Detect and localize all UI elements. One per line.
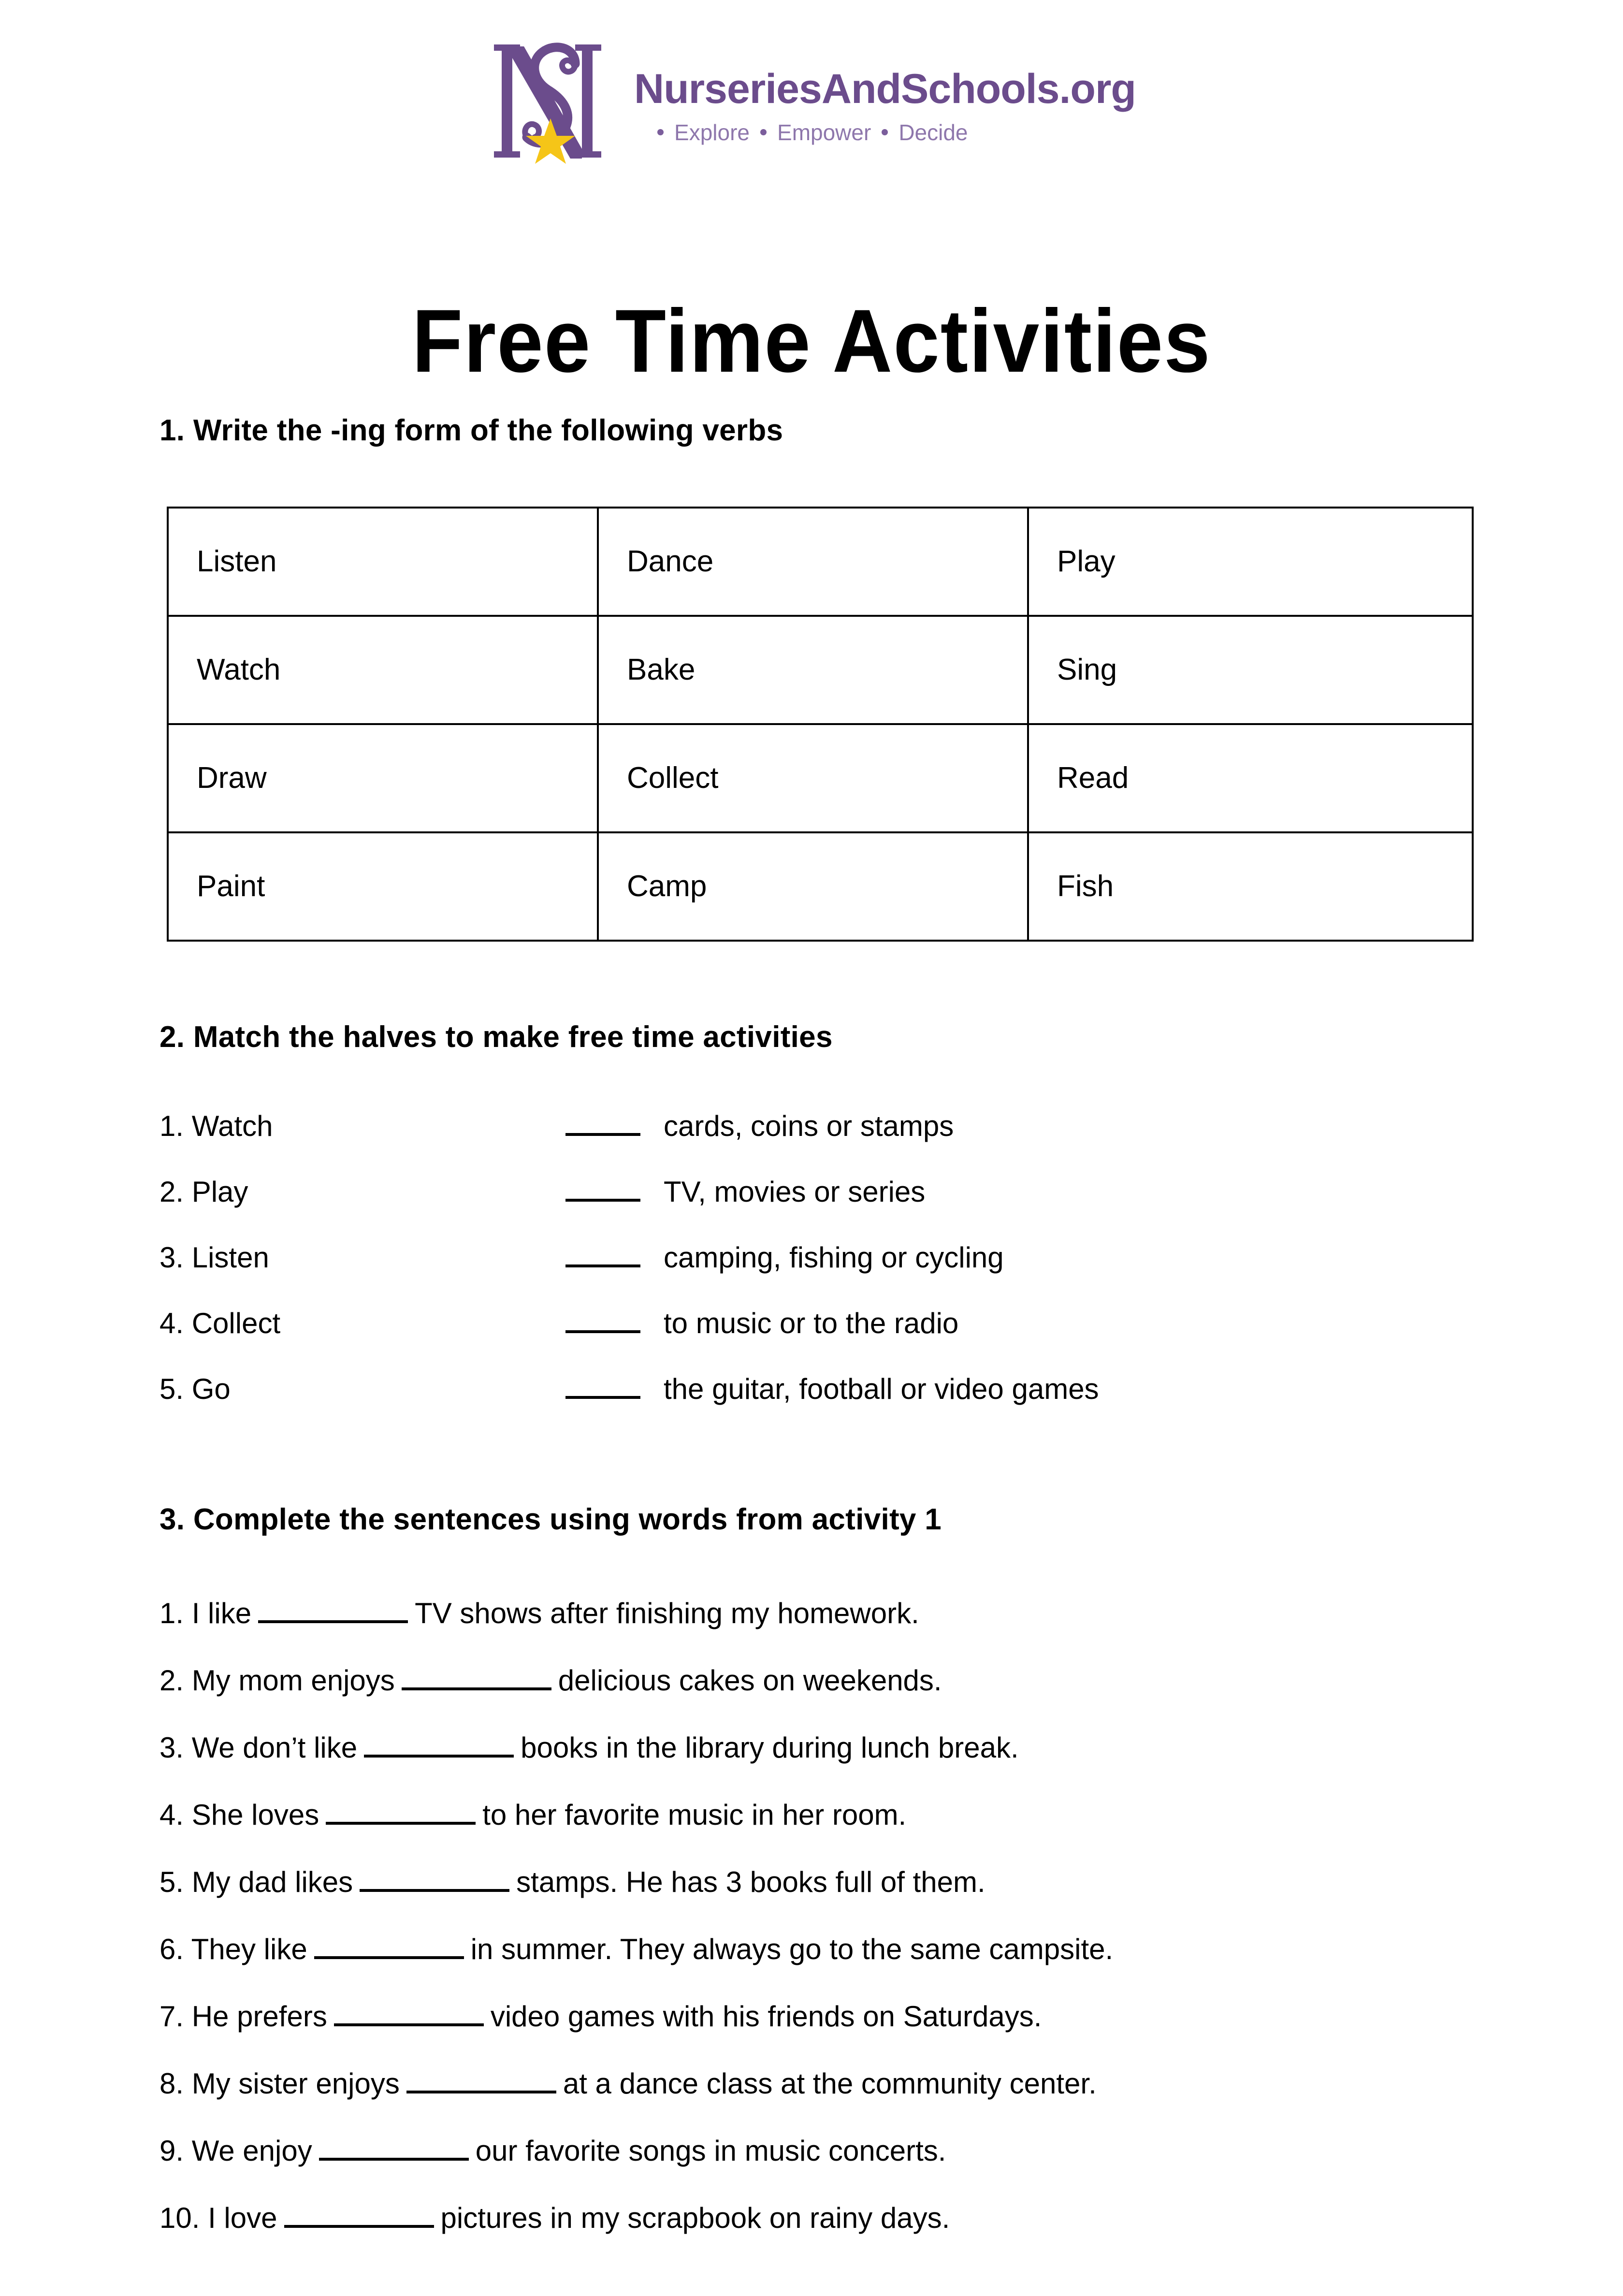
verb-cell[interactable]: Fish (1028, 832, 1473, 941)
list-item (159, 1797, 1600, 1864)
bullet-dot-icon (657, 129, 664, 135)
sentence-answer-blank[interactable] (402, 1662, 551, 1690)
activity-2-heading: 2. Match the halves to make free time activities (159, 1020, 833, 1054)
match-right-half: the guitar, football or video games (664, 1373, 1099, 1405)
sentence-prefix: 3. We don’t like (159, 1731, 358, 1764)
list-item (159, 1370, 1561, 1436)
match-answer-blank[interactable] (565, 1107, 640, 1136)
match-right-half: camping, fishing or cycling (664, 1241, 1004, 1274)
list-item (159, 1864, 1600, 1931)
tagline-word-empower: Empower (777, 119, 871, 145)
verb-cell[interactable]: Listen (168, 508, 598, 616)
list-item (159, 1931, 1600, 1998)
table-row (168, 508, 1473, 616)
verb-cell[interactable]: Dance (598, 508, 1028, 616)
sentence-suffix: video games with his friends on Saturdays. (490, 2000, 1042, 2033)
sentence-prefix: 10. I love (159, 2202, 277, 2234)
brand-tagline (634, 121, 968, 144)
sentence-suffix: in summer. They always go to the same campsite. (470, 1933, 1114, 1965)
brand-header-inner (487, 34, 1136, 169)
verb-cell[interactable]: Sing (1028, 616, 1473, 724)
sentence-prefix: 8. My sister enjoys (159, 2067, 400, 2100)
sentence-prefix: 5. My dad likes (159, 1866, 353, 1898)
sentence-suffix: books in the library during lunch break. (521, 1731, 1019, 1764)
verb-cell[interactable]: Paint (168, 832, 598, 941)
verb-cell[interactable]: Read (1028, 724, 1473, 832)
brand-text-block (634, 59, 1136, 144)
list-item (159, 2065, 1600, 2133)
table-row (168, 616, 1473, 724)
list-item (159, 1173, 1561, 1238)
activity-3-heading: 3. Complete the sentences using words from activity 1 (159, 1503, 942, 1536)
list-item (159, 1304, 1561, 1370)
sentence-answer-blank[interactable] (334, 1998, 484, 2026)
sentence-prefix: 1. I like (159, 1597, 252, 1629)
sentence-suffix: at a dance class at the community center. (563, 2067, 1097, 2100)
tagline-word-decide: Decide (898, 119, 968, 145)
sentence-suffix: stamps. He has 3 books full of them. (516, 1866, 985, 1898)
sentence-answer-blank[interactable] (319, 2133, 469, 2161)
match-list (159, 1107, 1561, 1436)
bullet-dot-icon (882, 129, 888, 135)
ns-monogram-logo-icon (487, 34, 618, 169)
brand-name: NurseriesAndSchools.org (634, 66, 1136, 113)
list-item (159, 1729, 1600, 1797)
tagline-word-explore: Explore (674, 119, 750, 145)
match-left-half: 3. Listen (159, 1241, 269, 1274)
sentence-answer-blank[interactable] (314, 1931, 464, 1959)
sentence-prefix: 9. We enjoy (159, 2135, 312, 2167)
sentence-suffix: pictures in my scrapbook on rainy days. (440, 2202, 950, 2234)
match-answer-blank[interactable] (565, 1370, 640, 1399)
sentence-answer-blank[interactable] (258, 1595, 408, 1623)
verb-cell[interactable]: Watch (168, 616, 598, 724)
match-answer-blank[interactable] (565, 1238, 640, 1267)
sentence-answer-blank[interactable] (284, 2200, 434, 2228)
table-row (168, 832, 1473, 941)
sentence-answer-blank[interactable] (360, 1864, 509, 1892)
list-item (159, 2133, 1600, 2200)
sentence-suffix: our favorite songs in music concerts. (475, 2135, 946, 2167)
match-left-half: 2. Play (159, 1176, 248, 1208)
match-right-half: TV, movies or series (664, 1176, 926, 1208)
match-right-half: to music or to the radio (664, 1307, 959, 1339)
page-title: Free Time Activities (412, 291, 1211, 391)
match-left-half: 4. Collect (159, 1307, 281, 1339)
sentence-answer-blank[interactable] (364, 1729, 514, 1758)
list-item (159, 1662, 1600, 1729)
match-answer-blank[interactable] (565, 1304, 640, 1333)
sentence-prefix: 7. He prefers (159, 2000, 327, 2033)
verb-table (167, 507, 1474, 942)
sentence-suffix: TV shows after finishing my homework. (415, 1597, 919, 1629)
match-right-half: cards, coins or stamps (664, 1110, 954, 1142)
activity-1-heading: 1. Write the -ing form of the following verbs (159, 414, 783, 447)
list-item (159, 2200, 1600, 2267)
bullet-dot-icon (760, 129, 767, 135)
verb-cell[interactable]: Play (1028, 508, 1473, 616)
sentence-prefix: 4. She loves (159, 1799, 319, 1831)
verb-cell[interactable]: Bake (598, 616, 1028, 724)
match-left-half: 5. Go (159, 1373, 231, 1405)
verb-cell[interactable]: Camp (598, 832, 1028, 941)
sentence-answer-blank[interactable] (406, 2065, 556, 2093)
sentence-prefix: 2. My mom enjoys (159, 1664, 395, 1697)
match-left-half: 1. Watch (159, 1110, 273, 1142)
sentence-list (159, 1595, 1600, 2267)
sentence-answer-blank[interactable] (326, 1797, 476, 1825)
list-item (159, 1595, 1600, 1662)
brand-header (0, 34, 1623, 169)
table-row (168, 724, 1473, 832)
sentence-suffix: to her favorite music in her room. (482, 1799, 907, 1831)
sentence-prefix: 6. They like (159, 1933, 307, 1965)
list-item (159, 1238, 1561, 1304)
verb-cell[interactable]: Collect (598, 724, 1028, 832)
list-item (159, 1998, 1600, 2065)
match-answer-blank[interactable] (565, 1173, 640, 1202)
verb-cell[interactable]: Draw (168, 724, 598, 832)
sentence-suffix: delicious cakes on weekends. (558, 1664, 942, 1697)
list-item (159, 1107, 1561, 1173)
